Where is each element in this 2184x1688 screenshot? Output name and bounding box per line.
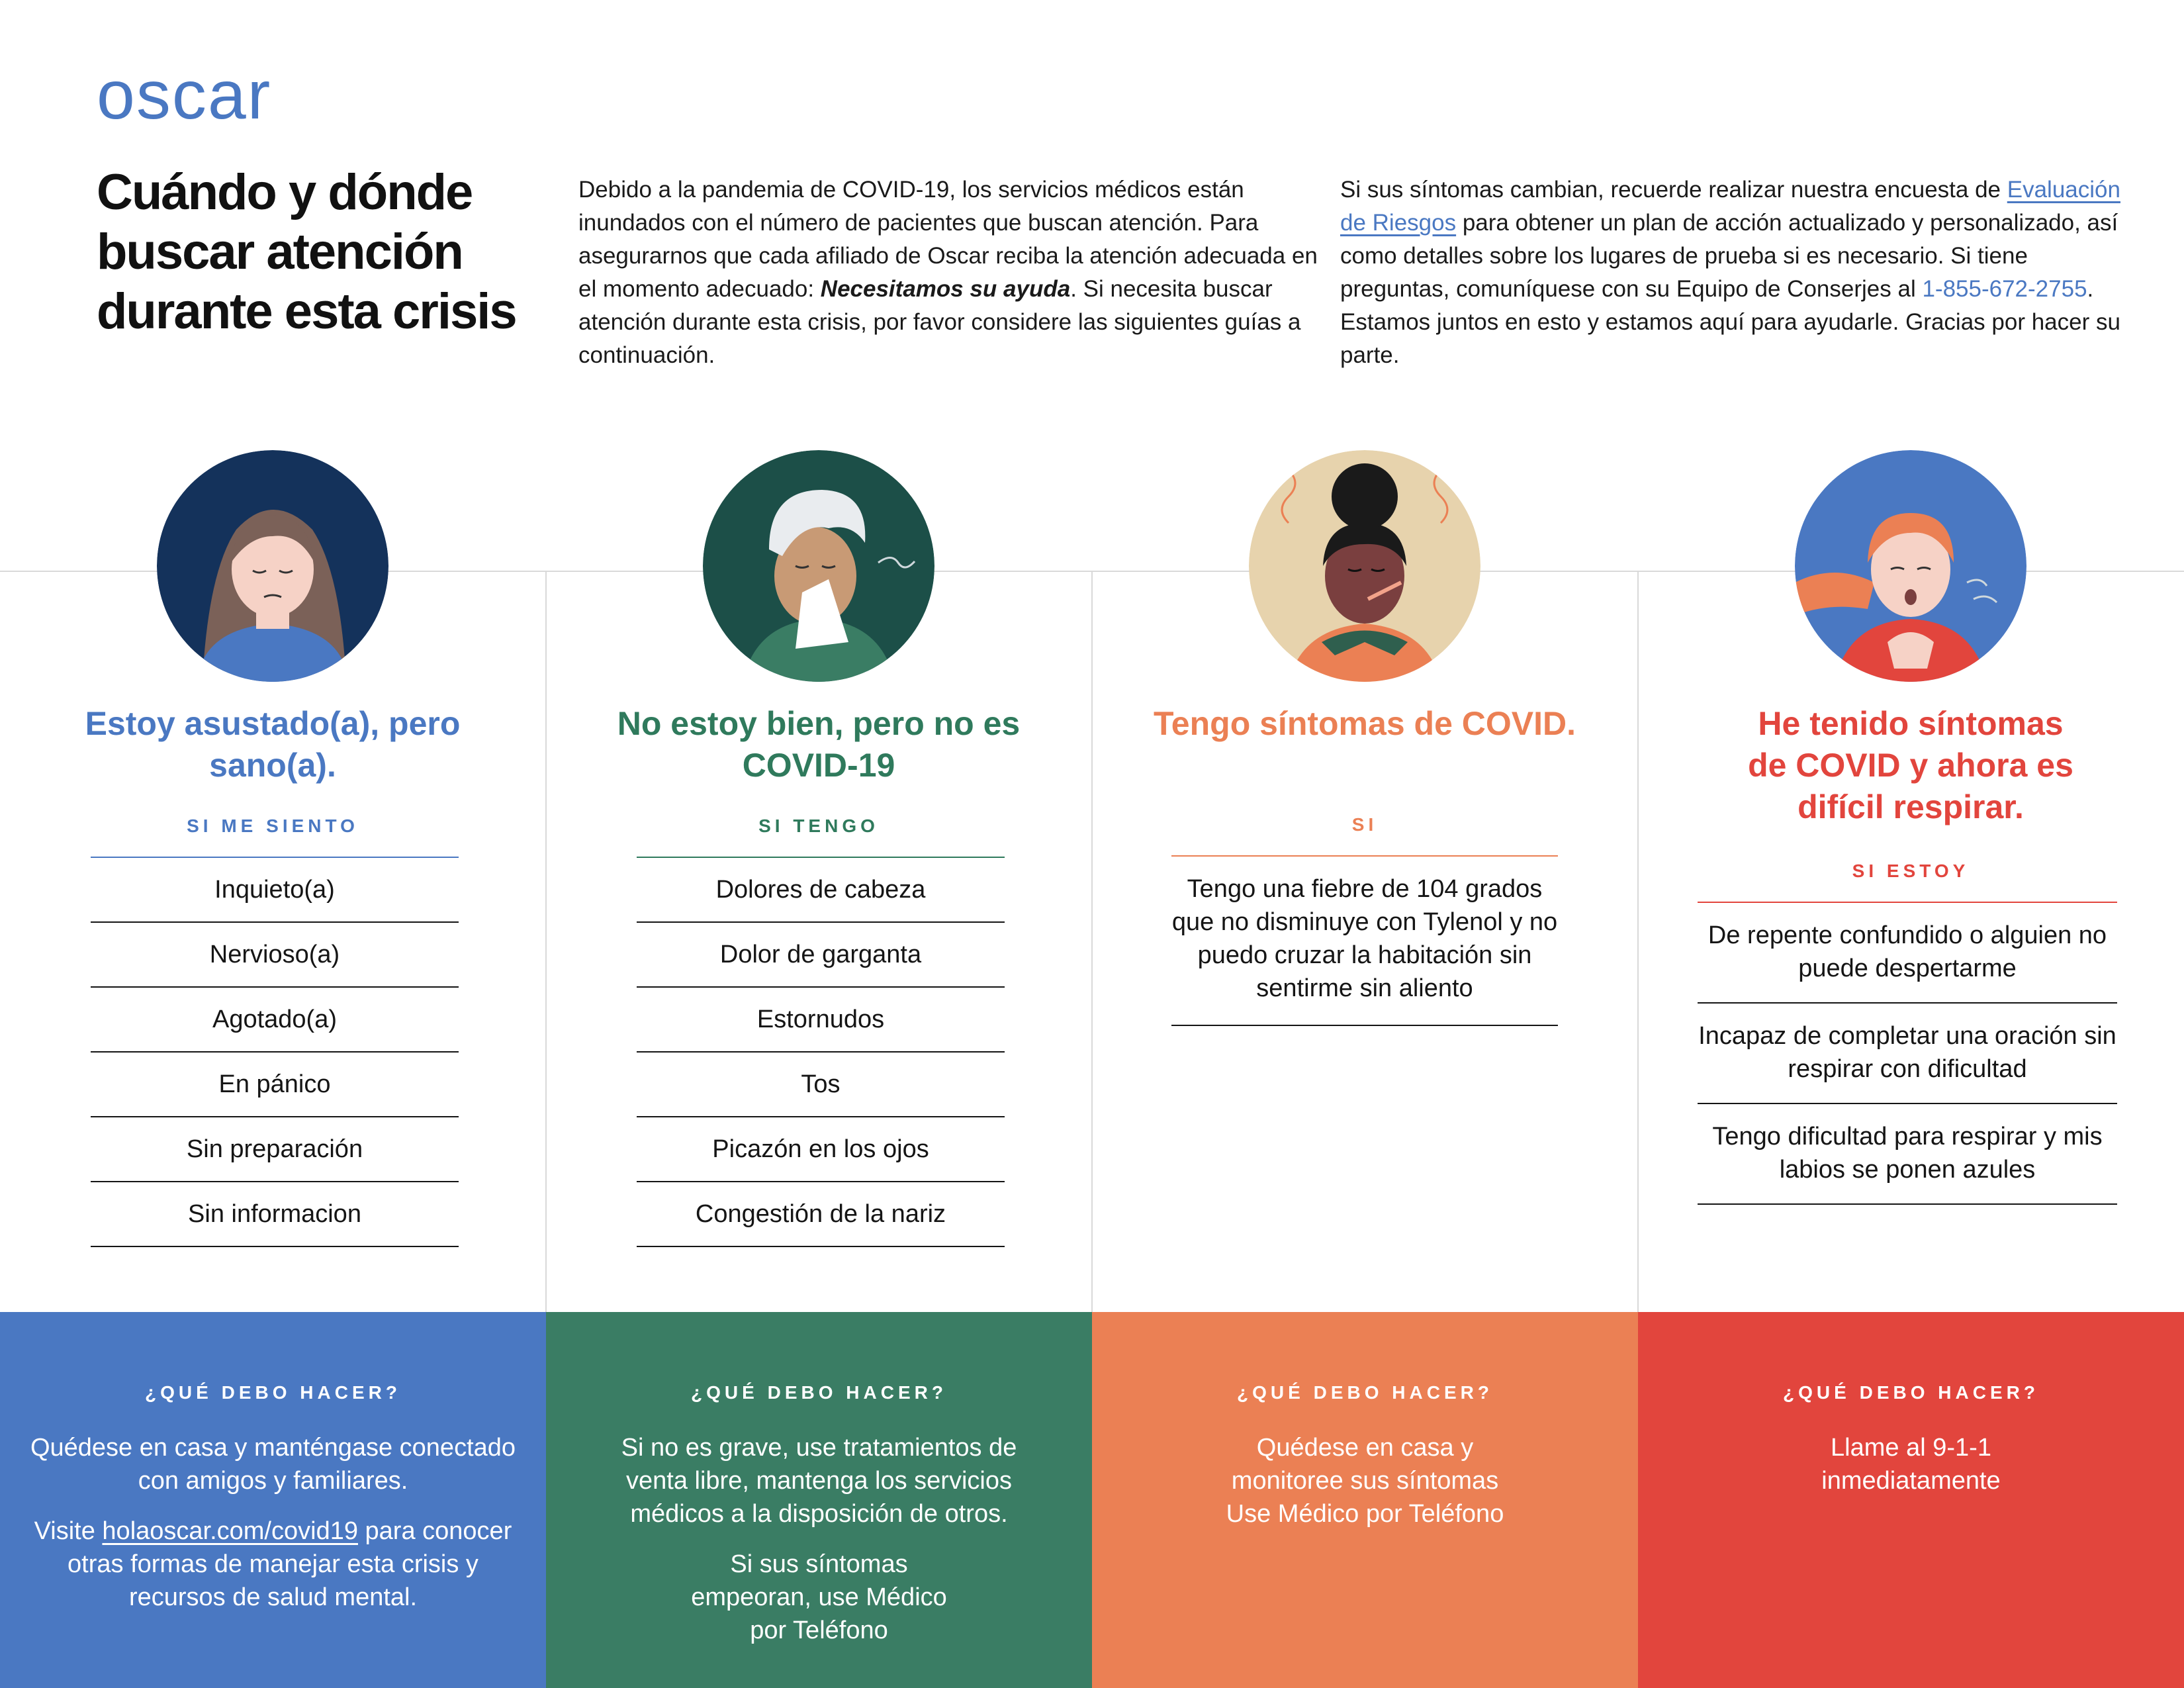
action-body (1205, 1431, 1525, 1548)
column-scared-healthy (0, 0, 545, 1312)
action-question: ¿QUÉ DEBO HACER? (691, 1382, 947, 1403)
action-text: Quédese en casa y monitoree sus síntomas (1231, 1434, 1499, 1495)
intro-right-text-1: Si sus síntomas cambian, recuerde realizar nuestra encuesta de (1340, 177, 2007, 203)
list-item: Tos (637, 1053, 1005, 1117)
action-text: Si sus síntomas empeoran, use Médico por Teléfono (691, 1550, 947, 1644)
intro-right-text-3: . Estamos juntos en esto y estamos aquí para ayudarle. Gracias por hacer su parte. (1340, 276, 2120, 368)
column-difficulty-breathing (1638, 0, 2183, 1312)
list-item: Tengo dificultad para respirar y mis labios se ponen azules (1698, 1104, 2117, 1205)
action-text: Llame al 9-1-1 inmediatamente (1821, 1434, 2001, 1495)
action-text: Quédese en casa y manténgase conectado con amigos y familiares. (30, 1434, 516, 1495)
intro-left-text-2: . Si necesita buscar atención durante esta crisis, por favor considere las siguientes guías a continuación. (578, 276, 1301, 368)
list-item: De repente confundido o alguien no puede despertarme (1698, 903, 2117, 1004)
list-item: Dolores de cabeza (637, 858, 1005, 923)
action-panel-blue (0, 1312, 546, 1688)
action-question: ¿QUÉ DEBO HACER? (1783, 1382, 2039, 1403)
list-item: Dolor de garganta (637, 923, 1005, 988)
column-unwell-not-covid (546, 0, 1091, 1312)
action-panel-red (1638, 1312, 2184, 1688)
column-covid-symptoms (1092, 0, 1637, 1312)
page-title: Cuándo y dónde buscar atención durante esta crisis (97, 164, 516, 340)
breathless-woman-illustration (1795, 450, 2026, 682)
list-item: Congestión de la nariz (637, 1182, 1005, 1247)
list-item: Agotado(a) (91, 988, 459, 1053)
list-item: Sin informacion (91, 1182, 459, 1247)
column-heading: No estoy bien, pero no es COVID-19 (617, 705, 1021, 784)
risk-assessment-link[interactable]: Evaluación de Riesgos (1340, 177, 2120, 236)
action-text: Use Médico por Teléfono (1226, 1500, 1504, 1528)
intro-left-emphasis: Necesitamos su ayuda (820, 276, 1071, 302)
list-item: Incapaz de completar una oración sin respirar con dificultad (1698, 1004, 2117, 1104)
intro-right-text-2: para obtener un plan de acción actualizado y personalizado, así como detalles sobre los lugares de prueba si es necesario. Si tiene preguntas, comuníquese con su Equipo de Conserjes al (1340, 210, 2118, 302)
list-item: Picazón en los ojos (637, 1117, 1005, 1182)
list-item: Nervioso(a) (91, 923, 459, 988)
symptom-list (91, 857, 459, 1247)
column-heading: Estoy asustado(a), pero sano(a). (85, 705, 461, 784)
action-panel-green (546, 1312, 1092, 1688)
list-item: Inquieto(a) (91, 858, 459, 923)
action-body (26, 1431, 520, 1631)
column-label: SI ME SIENTO (187, 816, 359, 836)
column-label: SI TENGO (758, 816, 879, 836)
list-item: Tengo una fiebre de 104 grados que no disminuye con Tylenol y no puedo cruzar la habitación sin sentirme sin aliento (1171, 857, 1558, 1026)
action-body (1803, 1431, 2019, 1515)
column-heading: Tengo síntomas de COVID. (1153, 705, 1576, 742)
worried-woman-illustration (157, 450, 388, 682)
phone-link[interactable]: 1-855-672-2755 (1922, 276, 2087, 302)
list-item: Sin preparación (91, 1117, 459, 1182)
symptom-list (1171, 855, 1558, 1026)
column-heading: He tenido síntomas de COVID y ahora es difícil respirar. (1748, 705, 2073, 825)
oscar-logo: oscar (97, 57, 272, 134)
symptom-list (1698, 902, 2117, 1205)
sneezing-man-illustration (703, 450, 934, 682)
column-label: SI (1351, 814, 1378, 835)
action-text: Visite holaoscar.com/covid19 para conocer otras formas de manejar esta crisis y recursos de salud mental. (34, 1517, 512, 1611)
list-item: Estornudos (637, 988, 1005, 1053)
action-question: ¿QUÉ DEBO HACER? (145, 1382, 401, 1403)
action-panel-orange (1092, 1312, 1638, 1688)
covid19-link[interactable]: holaoscar.com/covid19 (102, 1517, 358, 1545)
action-text: Si no es grave, use tratamientos de venta libre, mantenga los servicios médicos a la disposición de otros. (621, 1434, 1017, 1528)
symptom-list (637, 857, 1005, 1247)
feverish-woman-illustration (1249, 450, 1480, 682)
list-item: En pánico (91, 1053, 459, 1117)
column-label: SI ESTOY (1852, 861, 1970, 881)
action-question: ¿QUÉ DEBO HACER? (1237, 1382, 1493, 1403)
intro-left-text-1: Debido a la pandemia de COVID-19, los servicios médicos están inundados con el número de pacientes que buscan atención. Para asegurarnos que cada afiliado de Oscar reciba la atención adecuada en el momento adecuado: (578, 177, 1318, 302)
action-body (599, 1431, 1039, 1664)
